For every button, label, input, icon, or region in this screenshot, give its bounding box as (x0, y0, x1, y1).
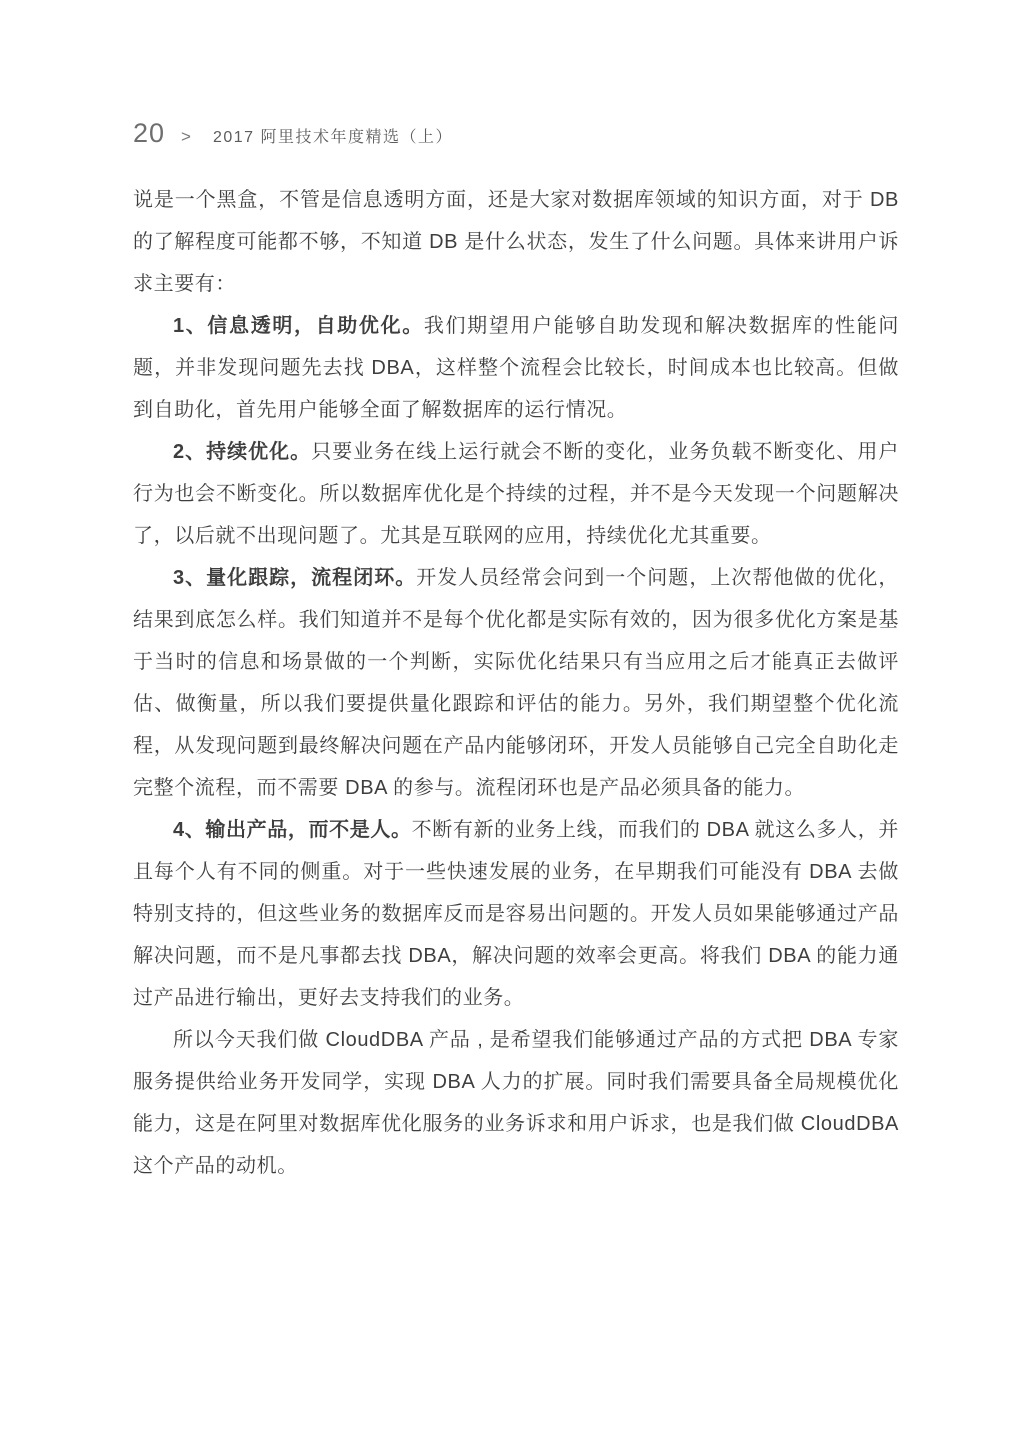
paragraph-lead: 3、量化跟踪，流程闭环。 (173, 567, 417, 589)
paragraph-text: 所以今天我们做 CloudDBA 产品 , 是希望我们能够通过产品的方式把 DBA 专家服务提供给业务开发同学，实现 DBA 人力的扩展。同时我们需要具备全局规模优化能力，这是在阿里对数据库优化服务的业务诉求和用户诉求，也是我们做 CloudDBA 这个产品的动机。 (133, 1029, 899, 1177)
paragraph (133, 809, 899, 1019)
paragraph-text: 说是一个黑盒，不管是信息透明方面，还是大家对数据库领域的知识方面，对于 DB 的了解程度可能都不够，不知道 DB 是什么状态，发生了什么问题。具体来讲用户诉求主要有： (133, 189, 899, 295)
page-number: 20 (133, 118, 166, 148)
paragraph (133, 557, 899, 809)
paragraph (133, 1019, 899, 1187)
paragraph (133, 305, 899, 431)
paragraph-text: 只要业务在线上运行就会不断的变化，业务负载不断变化、用户行为也会不断变化。所以数据库优化是个持续的过程，并不是今天发现一个问题解决了，以后就不出现问题了。尤其是互联网的应用，持续优化尤其重要。 (133, 441, 899, 547)
book-title: 2017 阿里技术年度精选（上） (212, 129, 454, 146)
page-header (133, 118, 453, 149)
paragraph-text: 开发人员经常会问到一个问题，上次帮他做的优化，结果到底怎么样。我们知道并不是每个优化都是实际有效的，因为很多优化方案是基于当时的信息和场景做的一个判断，实际优化结果只有当应用之后才能真正去做评估、做衡量，所以我们要提供量化跟踪和评估的能力。另外，我们期望整个优化流程，从发现问题到最终解决问题在产品内能够闭环，开发人员能够自己完全自助化走完整个流程，而不需要 DBA 的参与。流程闭环也是产品必须具备的能力。 (133, 567, 899, 799)
paragraph-lead: 2、持续优化。 (173, 441, 312, 463)
body-text (133, 179, 899, 1187)
paragraph-lead: 1、信息透明，自助优化。 (173, 315, 424, 337)
paragraph-lead: 4、输出产品，而不是人。 (173, 819, 412, 841)
paragraph (133, 431, 899, 557)
paragraph (133, 179, 899, 305)
chevron-right-icon: > (181, 127, 191, 146)
paragraph-text: 我们期望用户能够自助发现和解决数据库的性能问题，并非发现问题先去找 DBA，这样整个流程会比较长，时间成本也比较高。但做到自助化，首先用户能够全面了解数据库的运行情况。 (133, 315, 899, 421)
paragraph-text: 不断有新的业务上线，而我们的 DBA 就这么多人，并且每个人有不同的侧重。对于一些快速发展的业务，在早期我们可能没有 DBA 去做特别支持的，但这些业务的数据库反而是容易出问题的。开发人员如果能够通过产品解决问题，而不是凡事都去找 DBA，解决问题的效率会更高。将我们 DBA 的能力通过产品进行输出，更好去支持我们的业务。 (133, 819, 899, 1009)
